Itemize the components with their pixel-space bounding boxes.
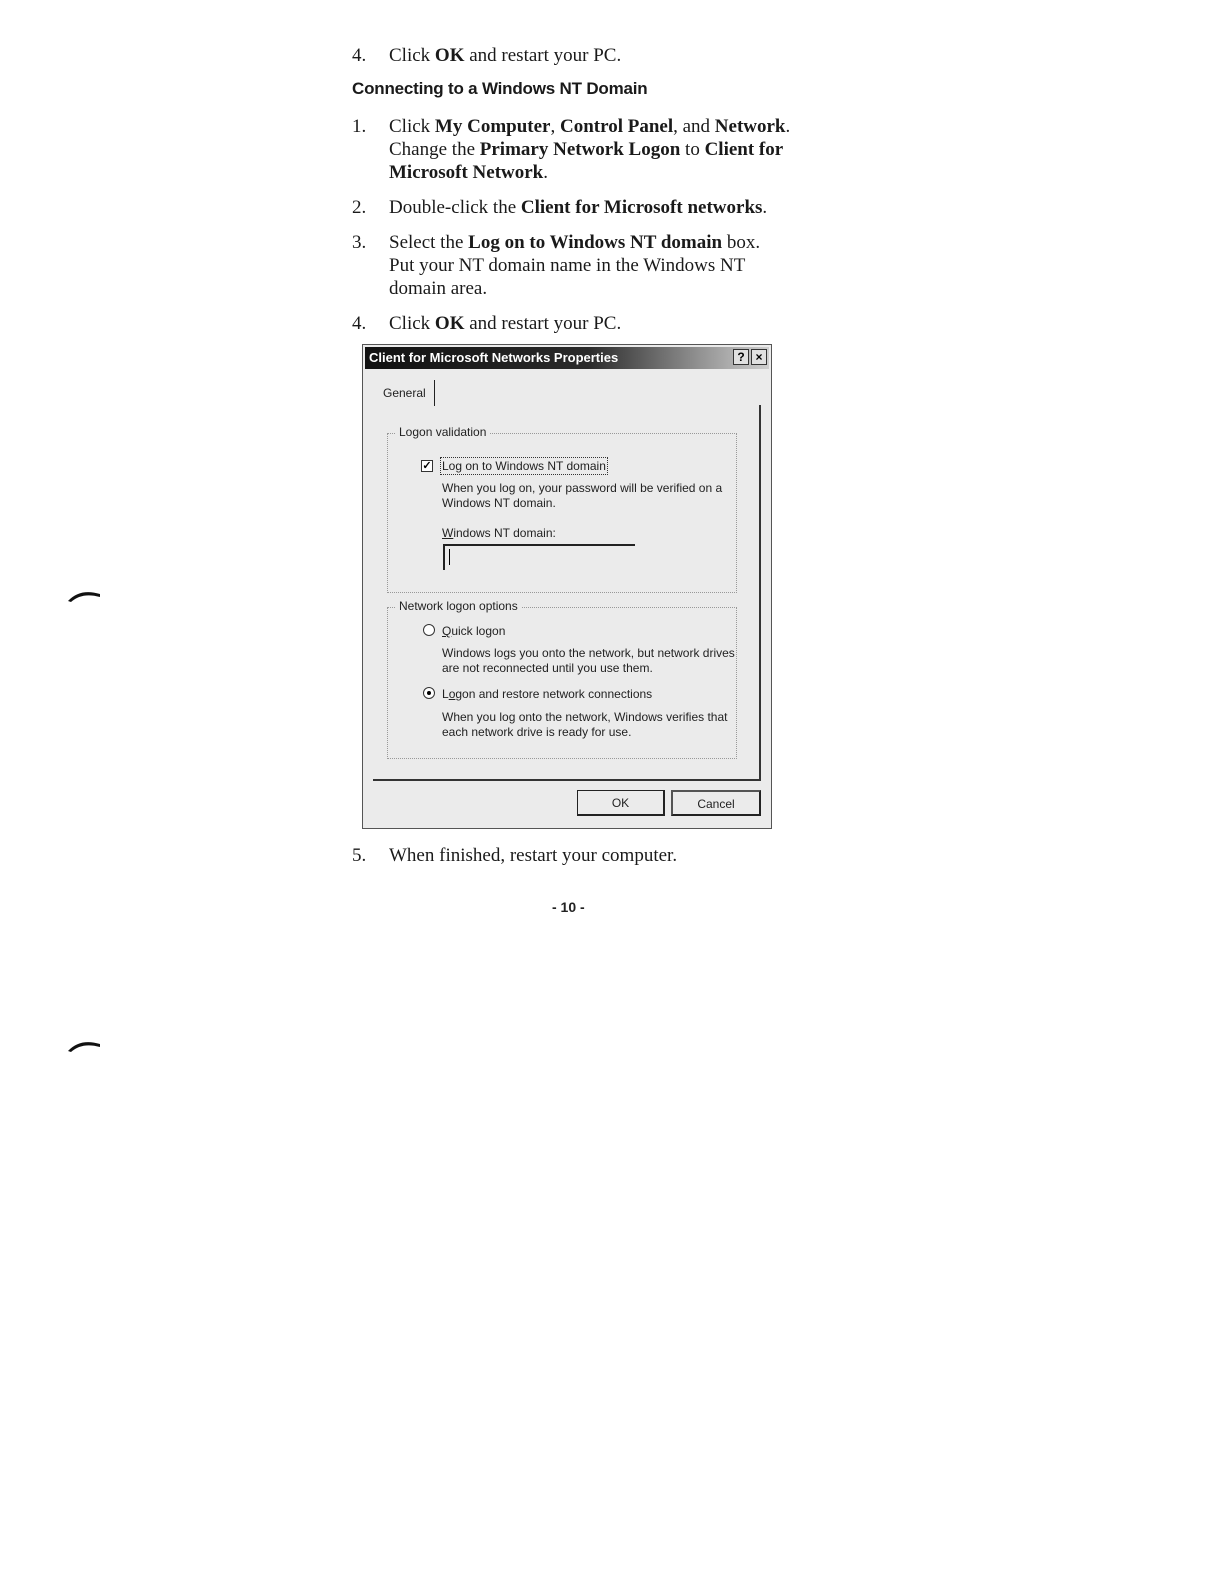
tab-general[interactable]: General (377, 380, 435, 406)
cancel-button[interactable]: Cancel (671, 790, 761, 816)
quick-logon-radio[interactable] (423, 624, 435, 636)
step-text-bold: Primary Network Logon (479, 139, 681, 160)
logon-restore-label[interactable] (442, 687, 652, 701)
checkbox-description: When you log on, your password will be verified on a Windows NT domain. (442, 481, 723, 510)
step-text-part: and restart your PC. (464, 313, 622, 334)
nt-domain-checkbox[interactable] (421, 460, 433, 472)
dialog-title: Client for Microsoft Networks Properties (369, 350, 619, 365)
step-number: 2. (352, 197, 367, 218)
step-text-part: Select the (389, 232, 469, 253)
step-text-bold: Control Panel (559, 116, 674, 137)
step-text-part: to (680, 139, 705, 160)
step-text-part: and restart your PC. (464, 45, 622, 66)
access-key: Q (442, 624, 452, 638)
section-heading: Connecting to a Windows NT Domain (352, 79, 648, 98)
quick-logon-description: Windows logs you onto the network, but network drives are not reconnected until you use them. (442, 646, 735, 675)
domain-field-label (442, 526, 556, 540)
step-text (389, 115, 809, 184)
step-number: 5. (352, 845, 367, 866)
step-text-bold: Client for Microsoft networks (520, 197, 763, 218)
close-button[interactable]: × (751, 349, 767, 365)
label-text: indows NT domain: (453, 526, 556, 540)
step-text-bold: OK (434, 45, 465, 66)
logon-restore-description: When you log onto the network, Windows verifies that each network drive is ready for use. (442, 710, 728, 739)
page-number: - 10 - (552, 899, 585, 915)
client-properties-dialog (362, 344, 772, 829)
step-text-part: Click (389, 313, 435, 334)
radio-dot-icon (427, 691, 431, 695)
step-text-bold: OK (434, 313, 465, 334)
access-key: o (448, 687, 456, 701)
binding-mark-icon (66, 586, 102, 604)
binding-mark-icon (66, 1036, 102, 1054)
text-caret (449, 549, 450, 565)
step-text-part: . (762, 197, 768, 218)
step-text-part: , (550, 116, 560, 137)
step-text (389, 312, 809, 335)
step-text-part: , and (673, 116, 715, 137)
step-text-part: . Change the (389, 116, 791, 160)
group-label: Network logon options (396, 599, 521, 613)
step-number: 4. (352, 313, 367, 334)
step-text-bold: My Computer (434, 116, 551, 137)
step-text-bold: Network (714, 116, 786, 137)
step-text-part: Double-click the (389, 197, 521, 218)
step-number: 1. (352, 116, 367, 137)
step-number: 4. (352, 45, 367, 66)
label-text: L (442, 687, 449, 701)
step-text-part: box. Put your NT domain name in the Windows NT domain area. (389, 232, 761, 299)
ok-button[interactable]: OK (577, 790, 665, 816)
step-text (389, 44, 809, 67)
step-text-part: Click (389, 116, 435, 137)
step-text-bold: Log on to Windows NT domain (468, 232, 723, 253)
label-text: uick logon (451, 624, 506, 638)
step-text-part: Click (389, 45, 435, 66)
quick-logon-label[interactable] (442, 624, 505, 638)
step-text-part: . (543, 162, 548, 183)
domain-input[interactable] (443, 544, 635, 570)
step-text-bold: Client for Microsoft Network (389, 139, 783, 183)
check-mark-icon: ✓ (422, 460, 432, 472)
dialog-titlebar (365, 347, 769, 369)
help-button[interactable]: ? (733, 349, 749, 365)
step-number: 3. (352, 232, 367, 253)
access-key: W (442, 526, 454, 540)
step-text (389, 231, 789, 300)
logon-restore-radio[interactable] (423, 687, 435, 699)
nt-domain-checkbox-label[interactable]: Log on to Windows NT domain (442, 459, 606, 473)
group-label: Logon validation (396, 425, 489, 439)
step-text (389, 196, 829, 219)
step-text: When finished, restart your computer. (389, 845, 678, 866)
label-text: gon and restore network connections (455, 687, 653, 701)
